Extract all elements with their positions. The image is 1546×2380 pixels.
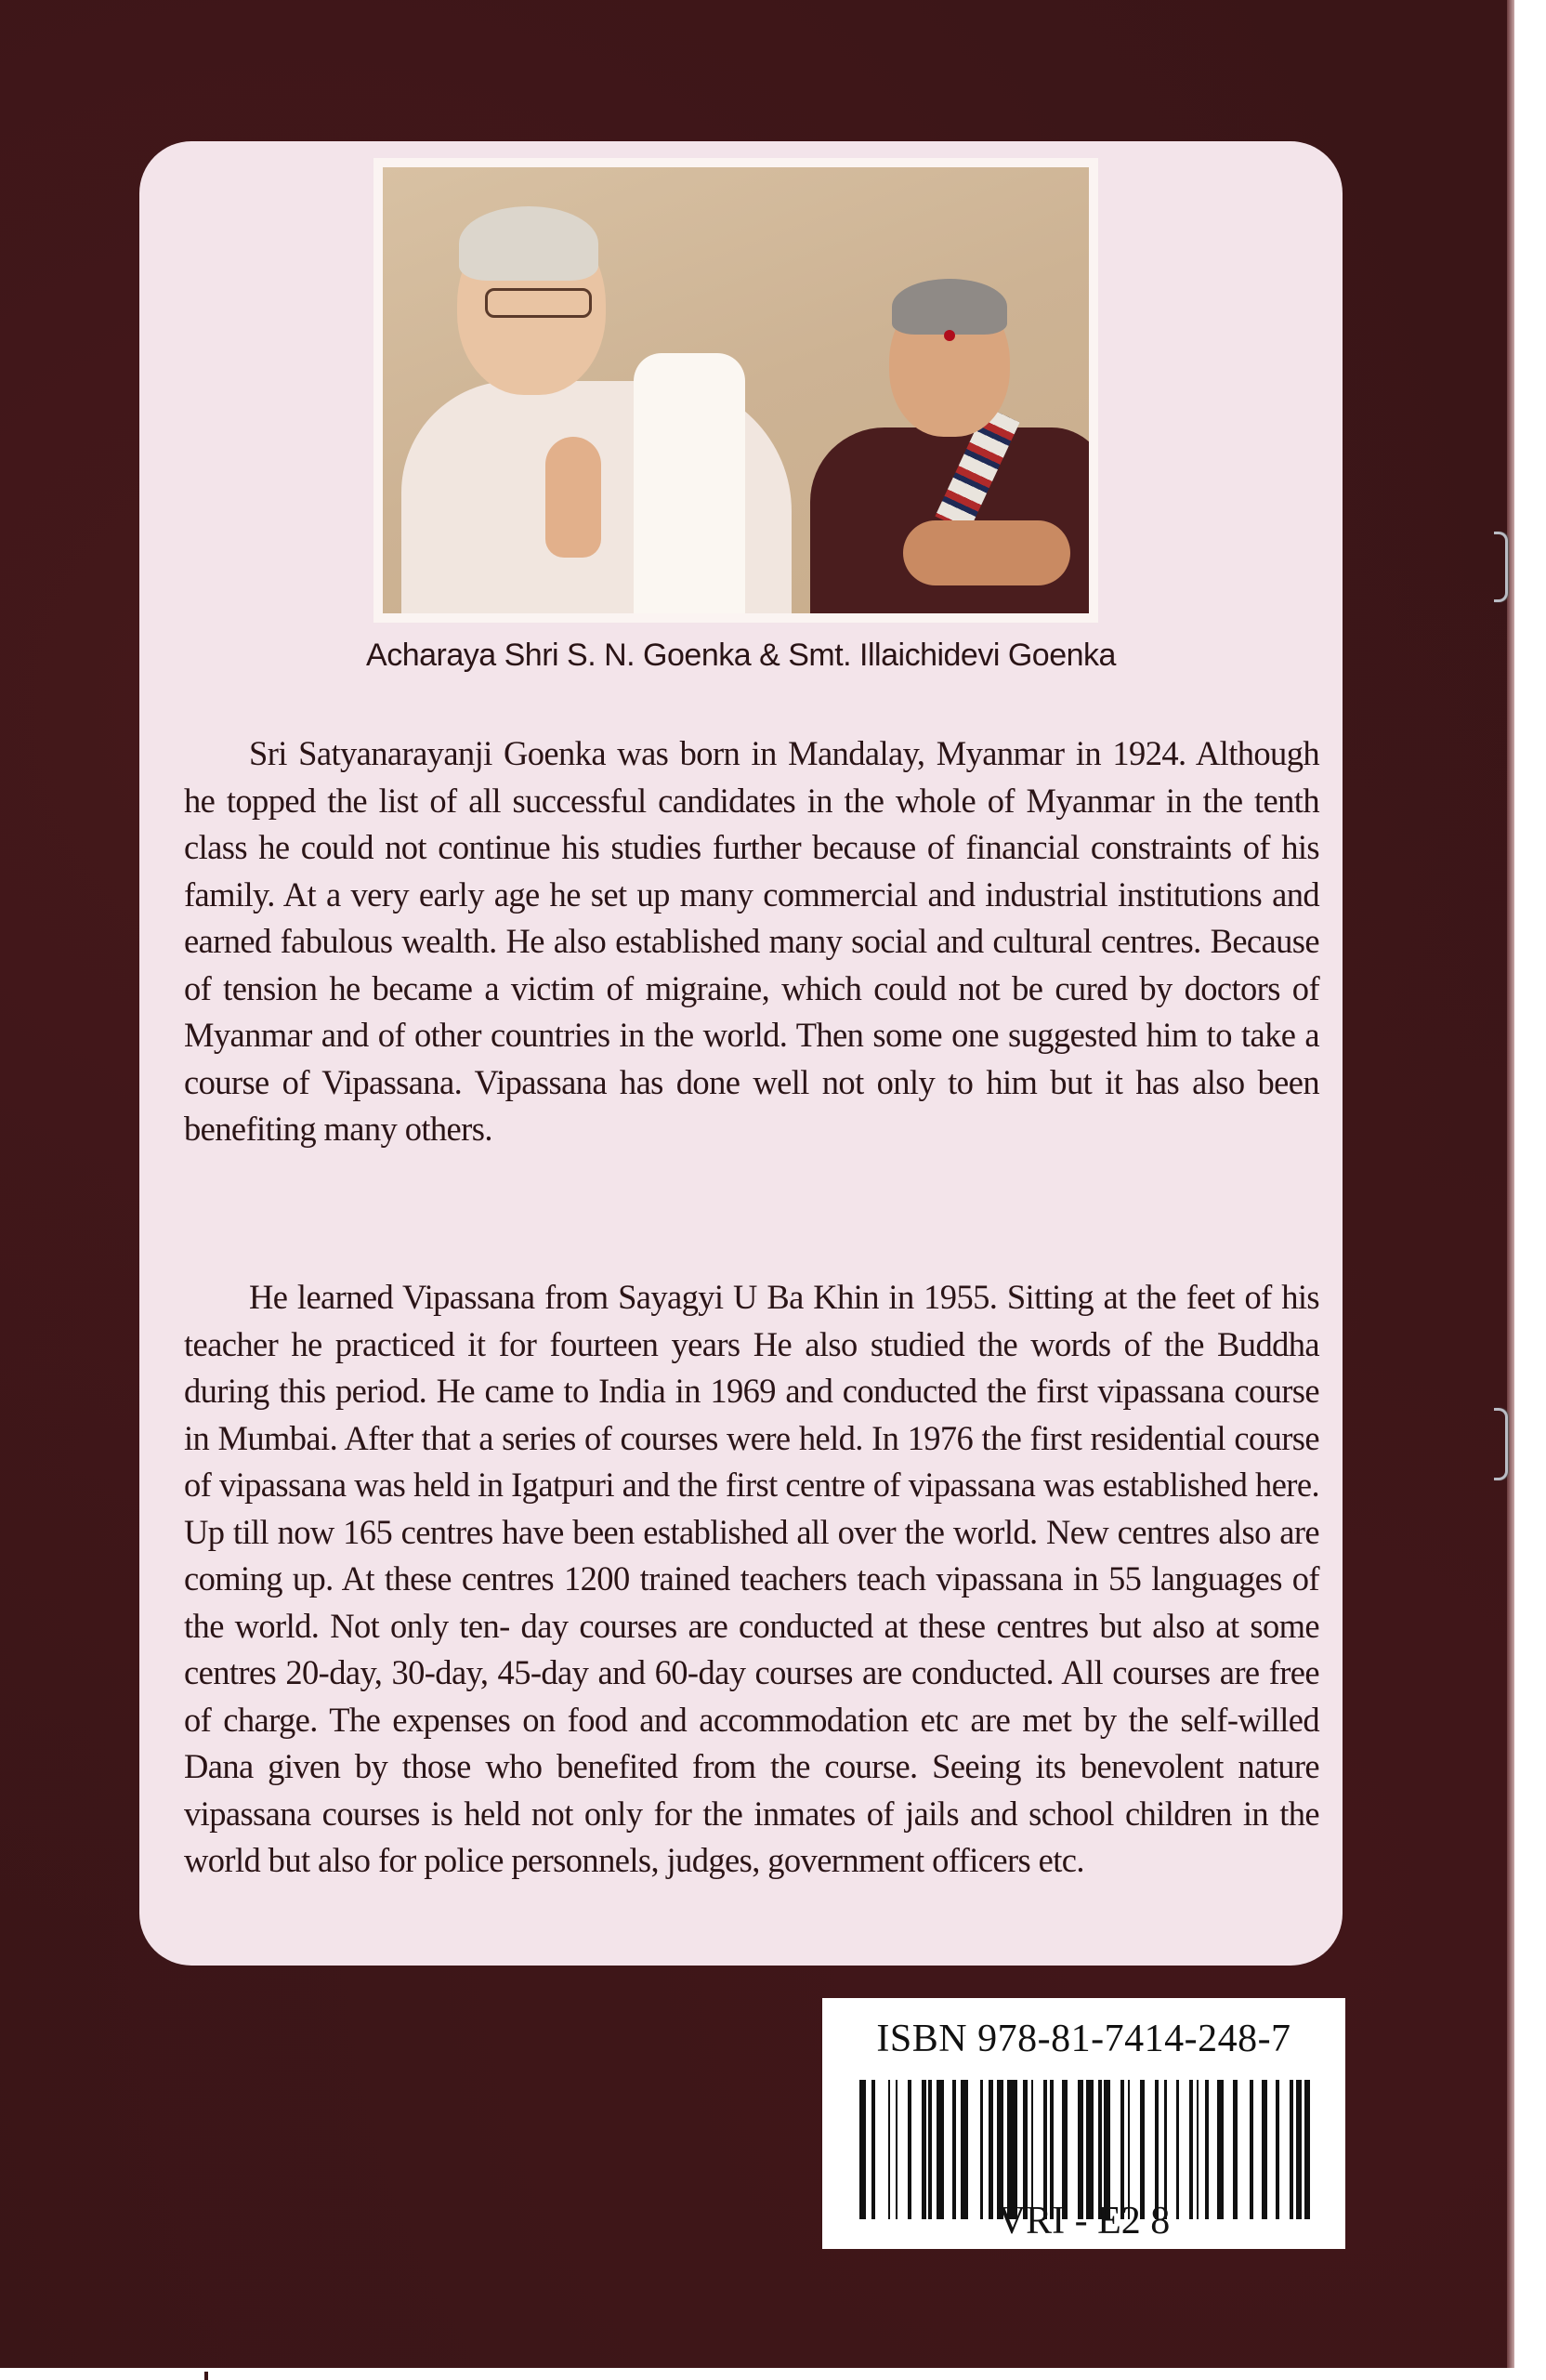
photo-image [383, 167, 1089, 613]
man-hair [459, 206, 598, 281]
man-glasses [485, 288, 592, 318]
biography-paragraph-1: Sri Satyanarayanji Goenka was born in Mandalay, Myanmar in 1924. Although he topped the list of all successful candidates in the whole of Myanmar in the tenth class he could not continue his studies further because of financial constraints of his family. At a very early age he set up many commercial and industrial institutions and earned fabulous wealth. He also established many social and cultural centres. Because of tension he became a victim of migraine, which could not be cured by doctors of Myanmar and of other countries in the world. Then some one suggested him to take a course of Vipassana. Vipassana has done well not only to him but it has also been benefiting many others. [184, 734, 1319, 1148]
isbn-number: ISBN 978-81-7414-248-7 [876, 2018, 1291, 2060]
biography-paragraph-2: He learned Vipassana from Sayagyi U Ba Khin in 1955. Sitting at the feet of his teacher he practiced it for fourteen years He also studied the words of the Buddha during this period. He came to India in 1969 and conducted the first vipassana course in Mumbai. After that a series of courses were held. In 1976 the first residential course of vipassana was held in Igatpuri and the first centre of vipassana was established here. Up till now 165 centres have been established all over the world. New centres also are coming up. At these centres 1200 trained teachers teach vipassana in 55 languages of the world. Not only ten- day courses are conducted at these centres but also at some centres 20-day, 30-day, 45-day and 60-day courses are conducted. All courses are free of charge. The expenses on food and accommodation etc are met by the self-willed Dana given by those who benefited from the course. Seeing its benevolent nature vipassana courses is held not only for the inmates of jails and school children in the world but also for police personnels, judges, government officers etc. [184, 1278, 1319, 1879]
isbn-barcode-label [822, 1998, 1345, 2249]
page-edge-mark [204, 2372, 208, 2380]
staple-bottom [1494, 1408, 1508, 1480]
bindi [944, 330, 955, 341]
staple-top [1494, 532, 1508, 602]
cover-edge [1507, 0, 1514, 2368]
namaste-hands [545, 437, 601, 558]
woman-hands [903, 520, 1070, 585]
man-shawl [634, 353, 745, 613]
portrait-photo [373, 158, 1098, 623]
woman-hair [892, 279, 1007, 335]
publisher-code: VRI - E2 8 [997, 2200, 1171, 2242]
photo-caption: Acharaya Shri S. N. Goenka & Smt. Illaichidevi Goenka [366, 638, 1116, 673]
